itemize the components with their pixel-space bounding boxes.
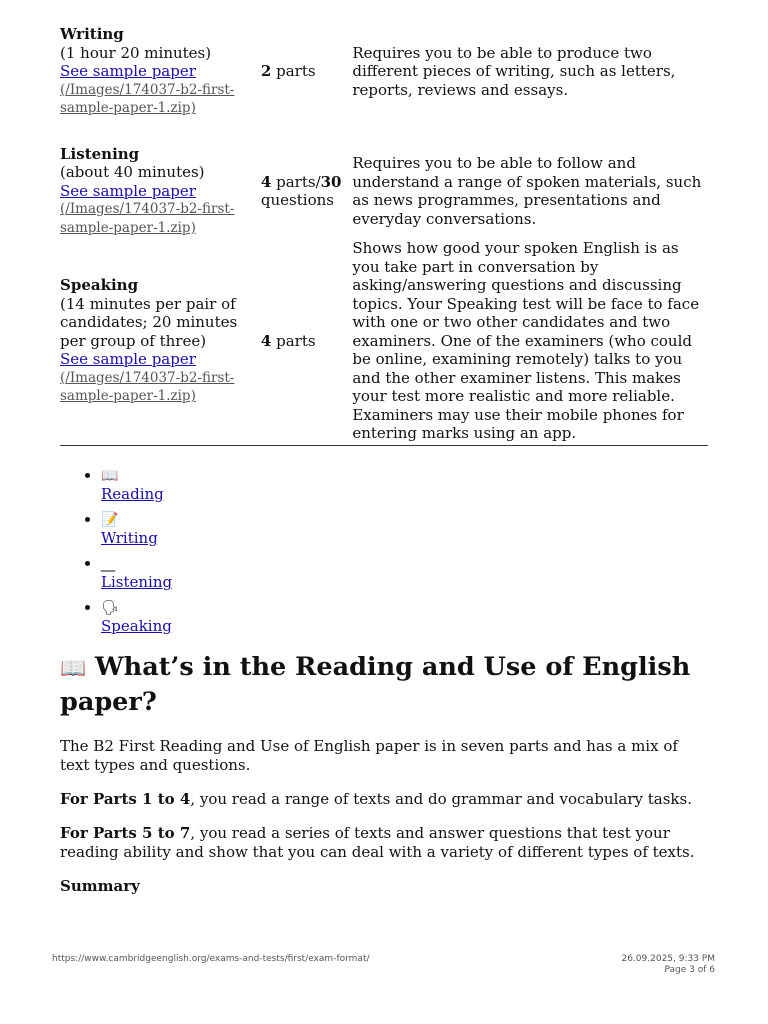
nav-item-reading (101, 466, 708, 504)
sample-paper-link[interactable]: See sample paper (60, 62, 196, 81)
table-row (60, 143, 708, 239)
skills-nav (60, 466, 708, 636)
paper-cell (60, 0, 261, 143)
parts-1-4-paragraph: For Parts 1 to 4, you read a range of texts and do grammar and vocabulary tasks. (60, 789, 692, 808)
listening-link[interactable]: Listening (101, 572, 173, 591)
section-heading: 📖 What’s in the Reading and Use of English paper? (60, 651, 691, 717)
headphones-icon: • __ (101, 555, 115, 572)
speaking-head-icon: • 🗣 (101, 599, 119, 616)
parts-cell: 4 parts/30 questions (260, 172, 342, 209)
paper-duration: (about 40 minutes) (60, 163, 205, 182)
page-content (60, 0, 708, 911)
parts-5-7-paragraph: For Parts 5 to 7, you read a series of texts and answer questions that test your reading ability and show that you can deal with a variety of different types of texts. (60, 823, 695, 861)
footer-datetime: 26.09.2025, 9:33 PM (621, 954, 715, 964)
paper-cell (60, 143, 261, 239)
open-book-icon: 📖 (60, 655, 87, 680)
paper-duration: (14 minutes per pair of candidates; 20 minutes per group of three) (60, 294, 238, 350)
description-cell: Shows how good your spoken English is as you take part in conversation by asking/answering questions and discussing topics. Your Speaking test will be face to face with one or two other candidates and two examiners. One of the examiners (who could be online, examining remotely) talks to you and the other examiner listens. This makes your test more realistic and more reliable. Examiners may use their mobile phones for entering marks using an app. (352, 239, 700, 442)
reading-link[interactable]: Reading (101, 484, 164, 503)
writing-link[interactable]: Writing (101, 528, 158, 547)
sample-paper-url: (/Images/174037-b2-first- sample-paper-1.zip) (60, 201, 235, 236)
intro-paragraph: The B2 First Reading and Use of English paper is in seven parts and has a mix of text types and questions. (60, 736, 678, 774)
table-row (60, 0, 708, 143)
nav-item-writing (101, 510, 708, 548)
exam-format-table (60, 0, 708, 443)
paper-cell (60, 239, 261, 443)
paper-duration: (1 hour 20 minutes) (60, 43, 212, 62)
paper-name: Writing (60, 25, 124, 44)
description-cell: Requires you to be able to produce two different pieces of writing, such as letters, reports, reviews and essays. (352, 43, 676, 99)
speaking-link[interactable]: Speaking (101, 616, 172, 635)
summary-heading: Summary (60, 876, 140, 895)
memo-icon: • 📝 (101, 511, 119, 528)
footer-info (621, 954, 715, 976)
description-cell: Requires you to be able to follow and understand a range of spoken materials, such as news programmes, presentations and everyday conversations. (352, 154, 702, 228)
sample-paper-link[interactable]: See sample paper (60, 350, 196, 368)
open-book-icon: • 📖 (101, 467, 119, 484)
footer-page-number: Page 3 of 6 (664, 965, 715, 975)
parts-cell: 2 parts (260, 62, 316, 81)
sample-paper-link[interactable]: See sample paper (60, 181, 196, 200)
paper-name: Listening (60, 144, 140, 163)
nav-item-speaking (101, 598, 708, 636)
parts-cell: 4 parts (260, 331, 316, 350)
table-divider (60, 445, 708, 446)
sample-paper-url: (/Images/174037-b2-first- sample-paper-1.zip) (60, 81, 235, 117)
paper-name: Speaking (60, 276, 139, 294)
table-row (60, 239, 708, 443)
footer-url: https://www.cambridgeenglish.org/exams-and-tests/first/exam-format/ (52, 954, 370, 964)
nav-item-listening (101, 554, 708, 592)
sample-paper-url: (/Images/174037-b2-first- sample-paper-1.zip) (60, 369, 235, 404)
